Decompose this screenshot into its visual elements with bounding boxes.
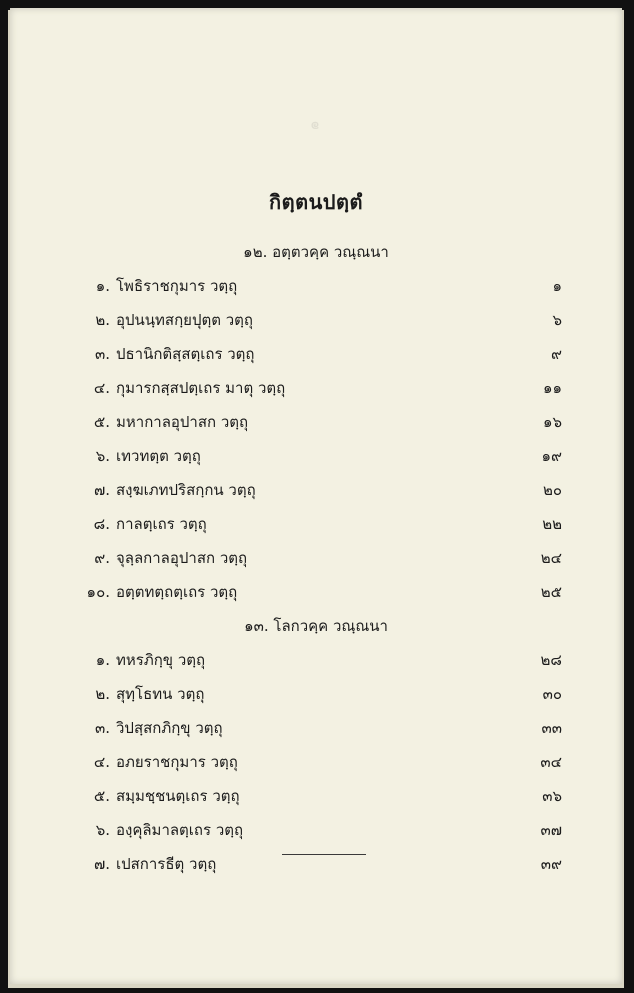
page-title: กิตฺตนปตฺตํ [269,190,363,214]
entry-title: สุทฺโธทน วตฺถุ [116,685,205,703]
entry-page-number: ๒๔ [540,549,562,567]
bleed-through-mark: ๑ [310,114,321,133]
entry-title: กาลตฺเถร วตฺถุ [116,515,207,533]
entry-title: อุปนนฺทสกฺยปุตฺต วตฺถุ [116,311,253,329]
entry-page-number: ๒๒ [542,515,562,533]
toc-entry[interactable] [70,818,562,840]
toc-entry[interactable] [70,410,562,432]
entry-title: เทวทตฺต วตฺถุ [116,447,201,465]
entry-number: ๒. [95,685,110,703]
entry-page-number: ๓๖ [542,787,562,805]
entry-title: อภยราชกุมาร วตฺถุ [116,753,238,771]
entry-number: ๑. [95,651,110,669]
toc-entry[interactable] [70,342,562,364]
toc-entry[interactable] [70,308,562,330]
entry-title: สมฺมชฺชนตฺเถร วตฺถุ [116,787,240,805]
toc-entry[interactable] [70,274,562,296]
entry-number: ๕. [93,787,110,805]
entry-number: ๓. [94,345,110,363]
section-heading-lokavagga: ๑๓. โลกวคฺค วณฺณนา [244,617,388,635]
entry-title: โพธิราชกุมาร วตฺถุ [116,277,238,295]
entry-title: กุมารกสฺสปตฺเถร มาตุ วตฺถุ [116,379,286,397]
entry-number: ๕. [93,413,110,431]
entry-number: ๑๐. [86,583,110,601]
entry-number: ๗. [93,481,110,499]
entry-number: ๑. [95,277,110,295]
entry-page-number: ๓๙ [540,855,562,873]
entry-page-number: ๓๐ [542,685,562,703]
page-content [10,8,622,984]
entry-number: ๗. [93,855,110,873]
toc-entry[interactable] [70,682,562,704]
toc-entry[interactable] [70,784,562,806]
entry-number: ๖. [95,821,110,839]
toc-entry[interactable] [70,478,562,500]
entry-number: ๔. [93,753,110,771]
toc-entry[interactable] [70,648,562,670]
entry-page-number: ๓๗ [540,821,562,839]
entry-page-number: ๓๓ [541,719,562,737]
entry-title: ทหรภิกฺขุ วตฺถุ [116,651,206,669]
section-heading-attavagga: ๑๒. อตฺตวคฺค วณฺณนา [243,243,389,261]
entry-page-number: ๒๐ [542,481,562,499]
entry-number: ๖. [95,447,110,465]
entry-number: ๓. [94,719,110,737]
toc-entry[interactable] [70,716,562,738]
entry-title: ปธานิกติสฺสตฺเถร วตฺถุ [116,345,255,363]
entry-page-number: ๒๘ [540,651,562,669]
entry-number: ๘. [93,515,110,533]
toc-entry[interactable] [70,546,562,568]
toc-entry[interactable] [70,444,562,466]
entry-number: ๒. [95,311,110,329]
toc-entry[interactable] [70,580,562,602]
entry-page-number: ๖ [552,311,562,329]
toc-entry[interactable] [70,376,562,398]
entry-number: ๙. [94,549,110,567]
entry-title: อตฺตทตฺถตฺเถร วตฺถุ [116,583,238,601]
book-page [10,8,622,984]
entry-title: สงฺฆเภทปริสกฺกน วตฺถุ [116,481,256,499]
entry-title: วิปสฺสกภิกฺขุ วตฺถุ [116,719,223,737]
toc-entry[interactable] [70,852,562,874]
entry-page-number: ๑ [552,277,562,295]
entry-page-number: ๑๑ [542,379,562,397]
entry-page-number: ๑๖ [542,413,562,431]
entry-number: ๔. [93,379,110,397]
entry-title: จุลฺลกาลอุปาสก วตฺถุ [116,549,248,567]
entry-page-number: ๙ [551,345,562,363]
entry-page-number: ๑๙ [541,447,562,465]
entry-title: มหากาลอุปาสก วตฺถุ [116,413,249,431]
toc-entry[interactable] [70,750,562,772]
entry-page-number: ๓๔ [540,753,562,771]
entry-page-number: ๒๕ [540,583,562,601]
entry-title: เปสการธีตุ วตฺถุ [116,855,217,873]
entry-title: องฺคุลิมาลตฺเถร วตฺถุ [116,821,244,839]
toc-entry[interactable] [70,512,562,534]
